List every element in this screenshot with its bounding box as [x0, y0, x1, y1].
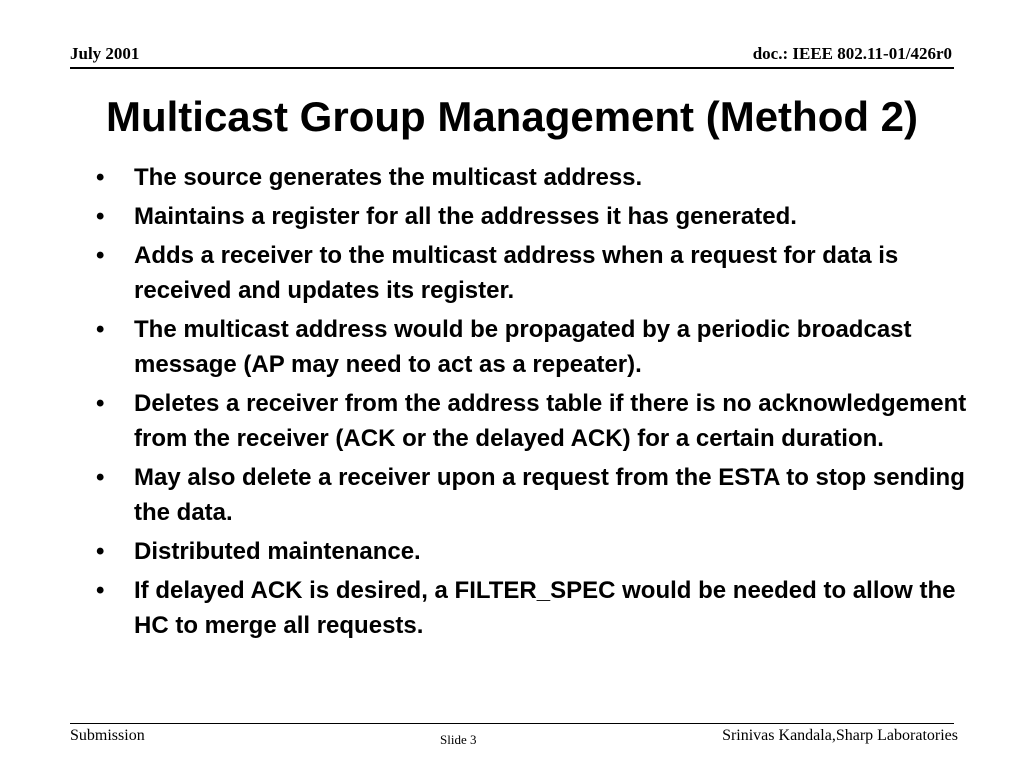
bullet-text: May also delete a receiver upon a request from the ESTA to stop sending the data.	[134, 464, 965, 526]
bullet-item	[96, 460, 976, 530]
bullet-text: The multicast address would be propagated by a periodic broadcast message (AP may need to act as a repeater).	[134, 316, 912, 378]
bullet-item	[96, 312, 976, 382]
header-doc-id: doc.: IEEE 802.11-01/426r0	[752, 44, 952, 63]
bullet-item	[96, 386, 976, 456]
bullet-text: Distributed maintenance.	[134, 538, 421, 565]
bullet-icon: •	[96, 464, 105, 491]
slide-number: Slide 3	[440, 732, 477, 747]
bullet-icon: •	[96, 577, 105, 604]
slide-title: Multicast Group Management (Method 2)	[105, 93, 919, 140]
bullet-item	[96, 238, 976, 308]
bullet-icon: •	[96, 242, 105, 269]
bullet-item	[96, 573, 976, 643]
header-date: July 2001	[70, 44, 140, 63]
header-divider	[70, 67, 954, 69]
bullet-text: If delayed ACK is desired, a FILTER_SPEC would be needed to allow the HC to merge all requests.	[134, 577, 956, 639]
bullet-list	[96, 160, 976, 647]
bullet-icon: •	[96, 390, 105, 417]
bullet-item	[96, 199, 976, 234]
bullet-icon: •	[96, 538, 105, 565]
bullet-text: Maintains a register for all the addresses it has generated.	[134, 203, 797, 230]
bullet-item	[96, 160, 976, 195]
footer-submission: Submission	[70, 727, 145, 744]
bullet-icon: •	[96, 164, 105, 191]
footer-divider	[70, 723, 954, 724]
footer-author: Srinivas Kandala,Sharp Laboratories	[722, 727, 958, 744]
bullet-icon: •	[96, 203, 105, 230]
bullet-item	[96, 534, 976, 569]
bullet-icon: •	[96, 316, 105, 343]
bullet-text: Adds a receiver to the multicast address when a request for data is received and updates its register.	[134, 242, 899, 304]
bullet-text: Deletes a receiver from the address table if there is no acknowledgement from the receiver (ACK or the delayed ACK) for a certain duration.	[134, 390, 967, 452]
bullet-text: The source generates the multicast address.	[134, 164, 643, 191]
